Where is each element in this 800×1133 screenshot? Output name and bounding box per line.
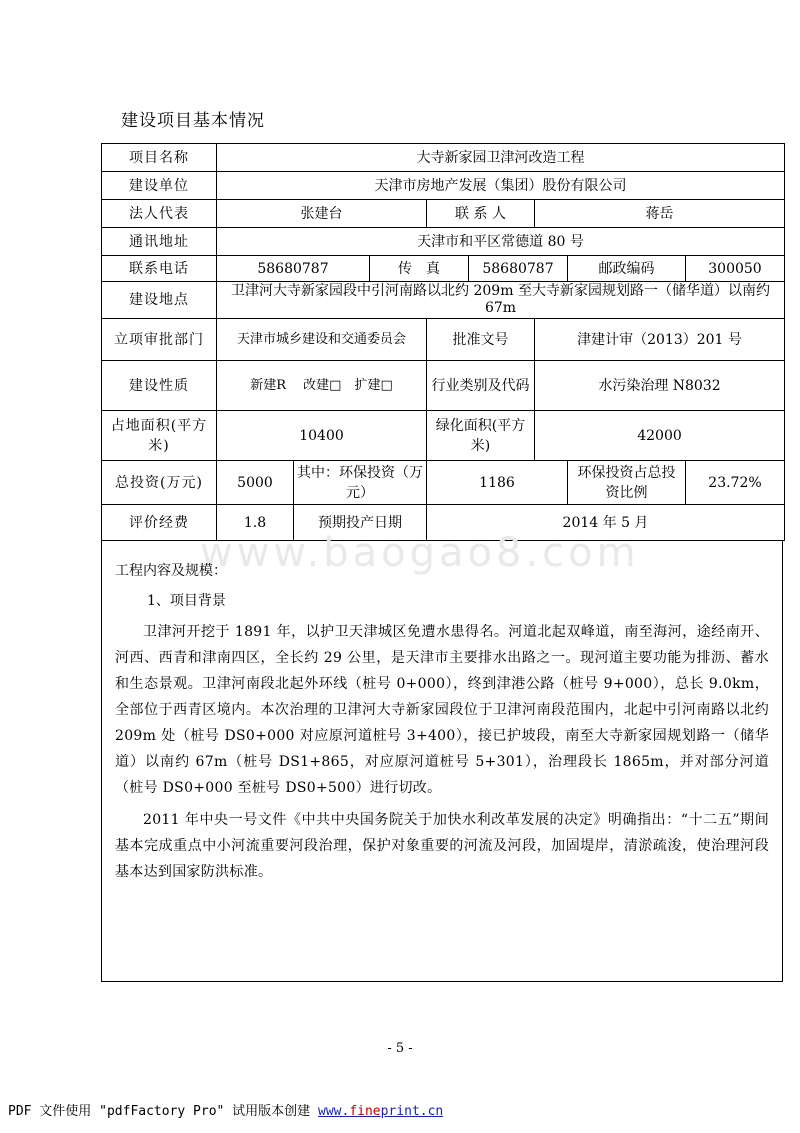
builder-value: 天津市房地产发展（集团）股份有限公司 [217,172,785,200]
approval-no-label: 批准文号 [427,319,535,361]
postcode-value: 300050 [686,256,785,282]
industry-value: 水污染治理 N8032 [535,361,785,411]
postcode-label: 邮政编码 [568,256,686,282]
approval-dept-label: 立项审批部门 [102,319,217,361]
project-content-box [101,541,783,982]
approval-dept-value: 天津市城乡建设和交通委员会 [217,319,427,361]
land-area-value: 10400 [217,411,427,461]
content-heading: 工程内容及规模： [115,563,227,579]
contact-value: 蒋岳 [535,200,785,228]
total-invest-label: 总投资(万元) [102,461,217,505]
content-subheading: 1、项目背景 [147,593,226,609]
pdf-footer [8,1100,443,1119]
project-name-value: 大寺新家园卫津河改造工程 [217,144,785,172]
fax-value: 58680787 [469,256,568,282]
project-name-label: 项目名称 [102,144,217,172]
legal-rep-value: 张建台 [217,200,427,228]
approval-no-value: 津建计审（2013）201 号 [535,319,785,361]
project-info-table [101,143,785,541]
section-title: 建设项目基本情况 [121,111,265,131]
location-label: 建设地点 [102,282,217,319]
page-number: - 5 - [387,1041,413,1056]
builder-label: 建设单位 [102,172,217,200]
green-area-value: 42000 [535,411,785,461]
green-area-label: 绿化面积(平方米) [427,411,535,461]
footer-text: PDF 文件使用 "pdfFactory Pro" 试用版本创建 [8,1104,319,1119]
address-value: 天津市和平区常德道 80 号 [217,228,785,256]
land-area-label: 占地面积(平方米) [102,411,217,461]
background-paragraph-1: 卫津河开挖于 1891 年，以护卫天津城区免遭水患得名。河道北起双峰道，南至海河，途经南开、河西、西青和津南四区，全长约 29 公里，是天津市主要排水出路之一。现河道主要功能为排沥、蓄水和生态景观。卫津河南段北起外环线（桩号 0+000），终到津港公路（桩号 9+000），总长 9.0km，全部位于西青区境内。本次治理的卫津河大寺新家园段位于卫津河南段范围内，北起中引河南路以北约 209m 处（桩号 DS0+000 对应原河道桩号 3+400），接已护坡段，南至大寺新家园规划路一（储华道）以南约 67m（桩号 DS1+865，对应原河道桩号 5+301），治理段长 1865m，并对部分河道（桩号 DS0+000 至桩号 DS0+500）进行切改。 [115,624,769,796]
legal-rep-label: 法人代表 [102,200,217,228]
fineprint-link[interactable]: www.fineprint.cn [318,1104,444,1119]
env-ratio-value: 23.72% [686,461,785,505]
nature-options: 新建R 改建□ 扩建□ [217,361,427,411]
eval-fee-label: 评价经费 [102,505,217,541]
eval-fee-value: 1.8 [217,505,294,541]
watermark: www.baogao8.com [200,530,640,576]
nature-label: 建设性质 [102,361,217,411]
fax-label: 传 真 [370,256,469,282]
prod-date-label: 预期投产日期 [294,505,427,541]
total-invest-value: 5000 [217,461,294,505]
contact-label: 联 系 人 [427,200,535,228]
env-invest-label: 其中：环保投资（万元） [294,461,427,505]
industry-label: 行业类别及代码 [427,361,535,411]
background-paragraph-2: 2011 年中央一号文件《中共中央国务院关于加快水利改革发展的决定》明确指出：“十二五”期间基本完成重点中小河流重要河段治理，保护对象重要的河流及河段，加固堤岸，清淤疏浚，使治理河段基本达到国家防洪标准。 [115,812,769,880]
address-label: 通讯地址 [102,228,217,256]
phone-label: 联系电话 [102,256,217,282]
env-invest-value: 1186 [427,461,568,505]
prod-date-value: 2014 年 5 月 [427,505,785,541]
location-value: 卫津河大寺新家园段中引河南路以北约 209m 至大寺新家园规划路一（储华道）以南约 67m [217,282,785,319]
phone-value: 58680787 [217,256,370,282]
env-ratio-label: 环保投资占总投资比例 [568,461,686,505]
